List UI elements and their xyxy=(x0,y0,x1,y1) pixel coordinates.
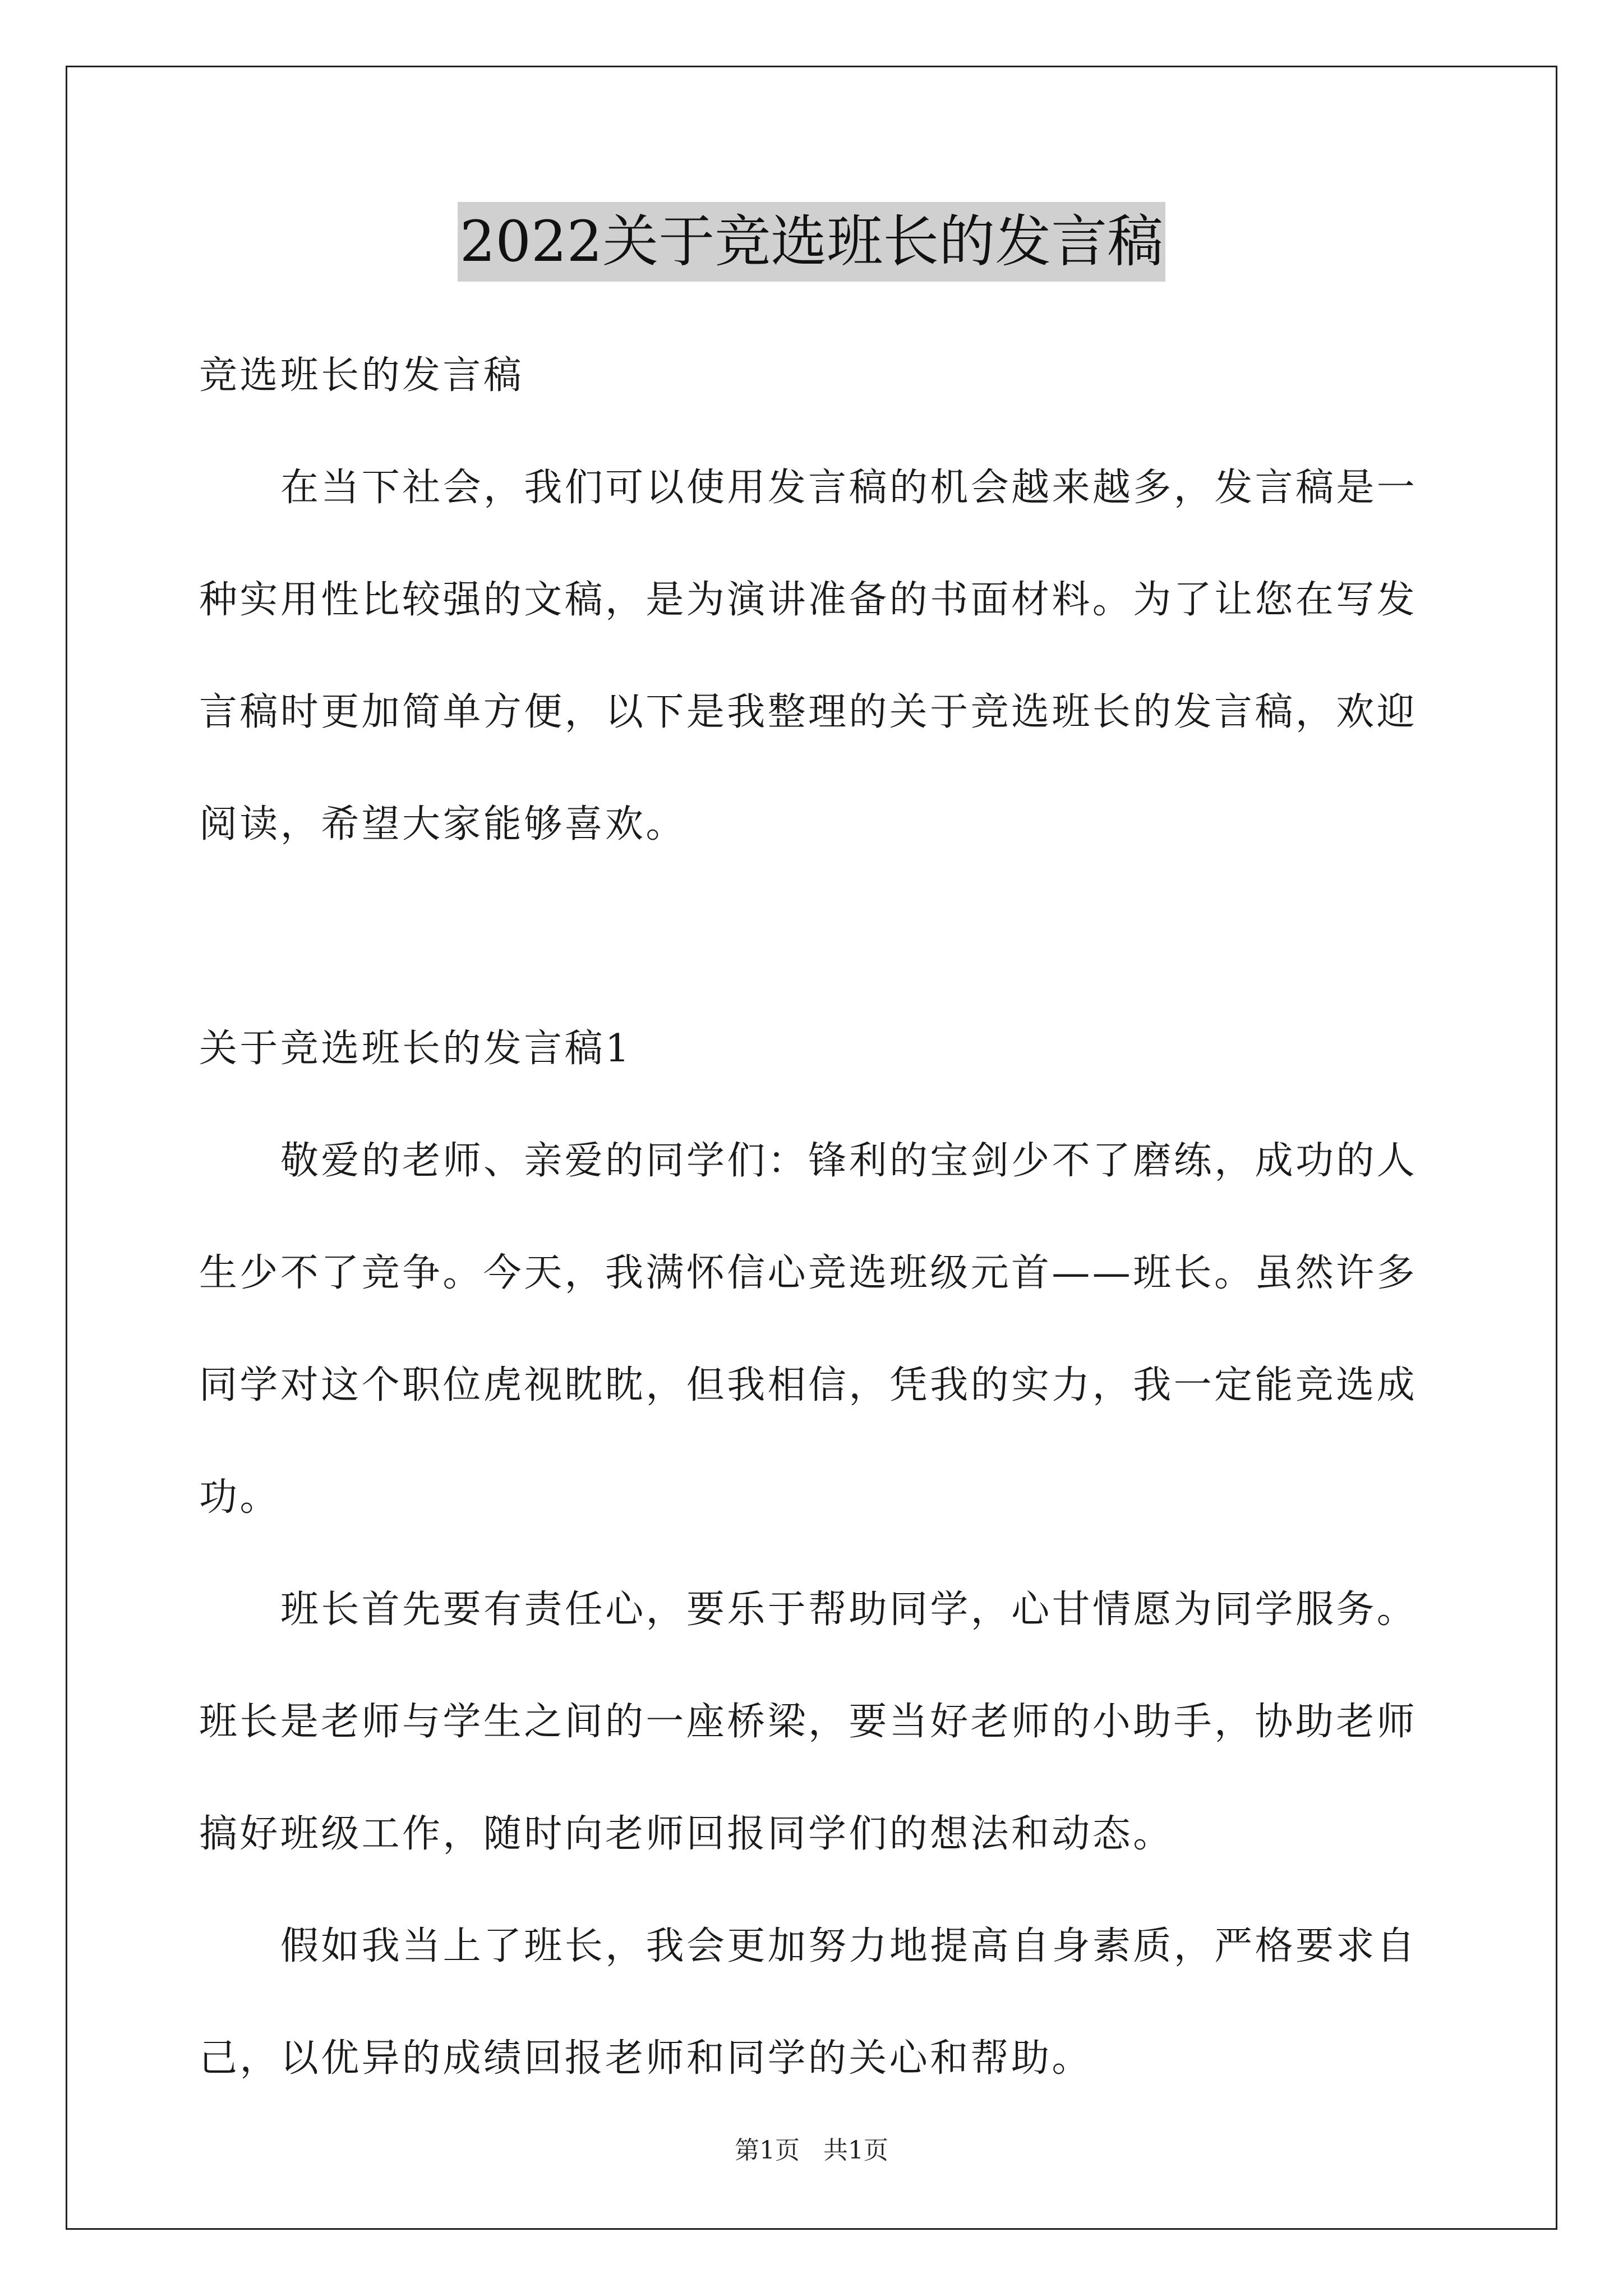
paragraph-line: 功。 xyxy=(199,1475,280,1520)
intro-paragraph xyxy=(199,460,1433,853)
paragraph-line: 己，以优异的成绩回报老师和同学的关心和帮助。 xyxy=(199,2036,1092,2081)
paragraph-line: 生少不了竞争。今天，我满怀信心竞选班级元首——班长。虽然许多 xyxy=(199,1251,1418,1295)
paragraph-line: 阅读，希望大家能够喜欢。 xyxy=(199,802,686,846)
body-paragraph-1 xyxy=(199,1133,1433,1526)
paragraph-line: 班长首先要有责任心，要乐于帮助同学，心甘情愿为同学服务。 xyxy=(280,1588,1418,1632)
paragraph-line: 假如我当上了班长，我会更加努力地提高自身素质，严格要求自 xyxy=(280,1924,1418,1968)
paragraph-line: 同学对这个职位虎视眈眈，但我相信，凭我的实力，我一定能竞选成 xyxy=(199,1363,1418,1407)
page-number-current: 第1页 xyxy=(735,2136,800,2165)
paragraph-line: 言稿时更加简单方便，以下是我整理的关于竞选班长的发言稿，欢迎 xyxy=(199,690,1418,734)
section-gap xyxy=(199,909,1433,1021)
section-heading: 关于竞选班长的发言稿1 xyxy=(199,1027,632,1071)
paragraph-line: 敬爱的老师、亲爱的同学们：锋利的宝剑少不了磨练，成功的人 xyxy=(280,1139,1418,1183)
paragraph-line: 班长是老师与学生之间的一座桥梁，要当好老师的小助手，协助老师 xyxy=(199,1700,1418,1744)
page-number-total: 共1页 xyxy=(823,2136,888,2165)
document-body xyxy=(199,348,1433,2143)
page-footer xyxy=(0,2134,1623,2168)
paragraph-line: 搞好班级工作，随时向老师回报同学们的想法和动态。 xyxy=(199,1812,1174,1856)
paragraph-line: 在当下社会，我们可以使用发言稿的机会越来越多，发言稿是一 xyxy=(280,466,1418,510)
intro-heading: 竞选班长的发言稿 xyxy=(199,353,524,398)
title-container xyxy=(0,202,1623,282)
body-paragraph-3 xyxy=(199,1918,1433,2087)
document-title: 2022关于竞选班长的发言稿 xyxy=(458,202,1166,282)
paragraph-line: 种实用性比较强的文稿，是为演讲准备的书面材料。为了让您在写发 xyxy=(199,578,1418,622)
body-paragraph-2 xyxy=(199,1582,1433,1862)
